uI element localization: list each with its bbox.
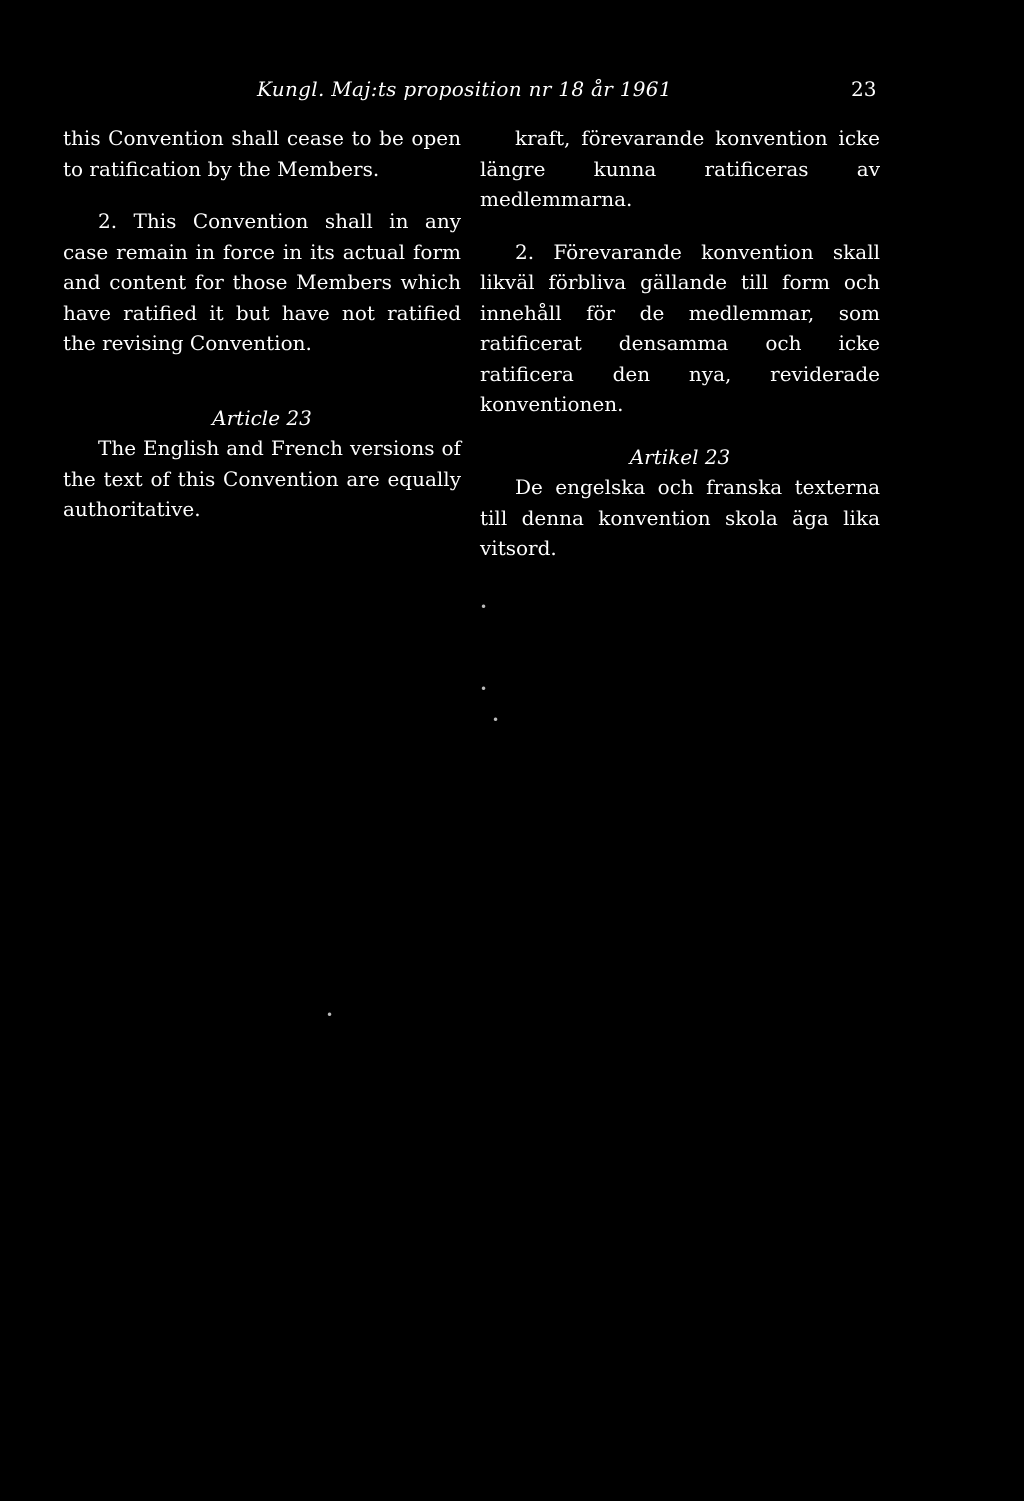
scan-speck: • bbox=[480, 600, 488, 614]
scan-speck: • bbox=[326, 1008, 334, 1022]
page-number: 23 bbox=[851, 77, 877, 101]
english-column bbox=[63, 123, 461, 525]
scan-speck: • bbox=[480, 682, 488, 696]
english-article-heading: Article 23 bbox=[212, 405, 312, 430]
scan-speck: • bbox=[492, 713, 500, 727]
swedish-column bbox=[480, 123, 880, 564]
swedish-article-heading: Artikel 23 bbox=[629, 444, 731, 469]
english-article-text: The English and French versions of the text of this Convention are equally authoritative. bbox=[63, 436, 461, 521]
running-title: Kungl. Maj:ts proposition nr 18 år 1961 bbox=[257, 77, 672, 101]
swedish-article-text: De engelska och franska texterna till denna konvention skola äga lika vitsord. bbox=[480, 475, 880, 560]
english-paragraph-2: 2. This Convention shall in any case remain in force in its actual form and content for those Members which have ratified it but have not ratified the revising Convention. bbox=[63, 209, 461, 355]
english-continuation-paragraph: this Convention shall cease to be open to ratification by the Members. bbox=[63, 126, 461, 181]
swedish-paragraph-2: 2. Förevarande konvention skall likväl förbliva gällande till form och innehåll för de medlemmar, som ratificerat densamma och icke ratificera den nya, reviderade konventionen. bbox=[480, 239, 880, 416]
swedish-continuation-paragraph: kraft, förevarande konvention icke längre kunna ratificeras av medlemmarna. bbox=[480, 126, 880, 211]
